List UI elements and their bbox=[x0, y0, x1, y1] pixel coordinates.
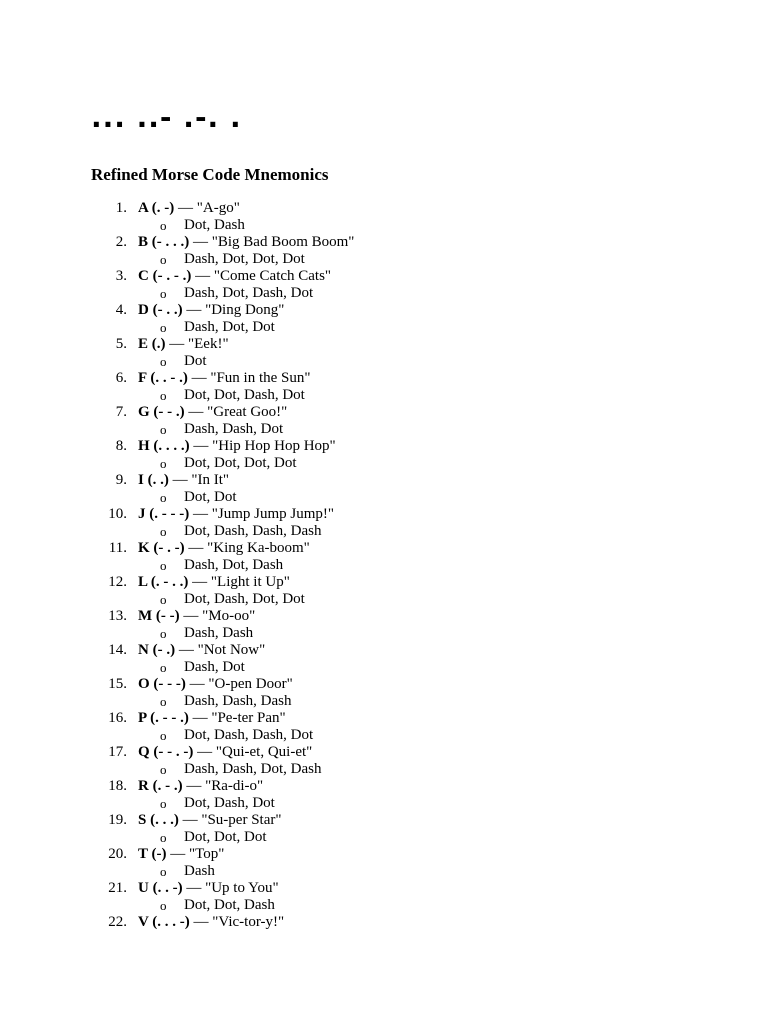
list-item bbox=[0, 744, 768, 778]
entry-text bbox=[138, 336, 229, 353]
list-item bbox=[0, 404, 768, 438]
letter-code: O (- - -) bbox=[138, 676, 186, 692]
pattern-text: Dash, Dot, Dot, Dot bbox=[184, 251, 305, 267]
entry-line bbox=[0, 506, 768, 523]
entry-text bbox=[138, 268, 331, 285]
mnemonic-phrase: — "Ding Dong" bbox=[182, 302, 285, 318]
entry-text bbox=[138, 778, 263, 795]
list-item bbox=[0, 676, 768, 710]
entry-number: 21. bbox=[108, 880, 127, 896]
pattern-text: Dash, Dot bbox=[184, 659, 245, 675]
list-item bbox=[0, 472, 768, 506]
mnemonic-phrase: — "Hip Hop Hop Hop" bbox=[189, 438, 336, 454]
list-item bbox=[0, 914, 768, 931]
entry-line bbox=[0, 744, 768, 761]
pattern-text: Dot, Dash, Dash, Dot bbox=[184, 727, 314, 743]
entry-line bbox=[0, 200, 768, 217]
entry-number: 13. bbox=[108, 608, 127, 624]
entry-line bbox=[0, 880, 768, 897]
pattern-line bbox=[0, 761, 768, 778]
pattern-text: Dot, Dot bbox=[184, 489, 237, 505]
pattern-text: Dot bbox=[184, 353, 207, 369]
entry-number: 18. bbox=[108, 778, 127, 794]
pattern-line bbox=[0, 387, 768, 404]
circle-bullet-icon: o bbox=[160, 490, 167, 505]
pattern-text: Dot, Dash bbox=[184, 217, 245, 233]
pattern-line bbox=[0, 829, 768, 846]
entry-text bbox=[138, 438, 336, 455]
pattern-line bbox=[0, 285, 768, 302]
letter-code: E (.) bbox=[138, 336, 166, 352]
letter-code: M (- -) bbox=[138, 608, 180, 624]
pattern-text: Dash, Dash, Dash bbox=[184, 693, 292, 709]
list-item bbox=[0, 302, 768, 336]
entry-line bbox=[0, 302, 768, 319]
morse-banner: ... ..- .-. . bbox=[91, 101, 242, 134]
entry-text bbox=[138, 472, 229, 489]
entry-line bbox=[0, 540, 768, 557]
letter-code: C (- . - .) bbox=[138, 268, 192, 284]
entry-line bbox=[0, 608, 768, 625]
list-item bbox=[0, 710, 768, 744]
pattern-text: Dash, Dash, Dot bbox=[184, 421, 284, 437]
circle-bullet-icon: o bbox=[160, 286, 167, 301]
entry-text bbox=[138, 234, 354, 251]
entry-line bbox=[0, 642, 768, 659]
circle-bullet-icon: o bbox=[160, 558, 167, 573]
entry-number: 3. bbox=[115, 268, 127, 284]
list-item bbox=[0, 336, 768, 370]
entry-number: 7. bbox=[115, 404, 127, 420]
mnemonic-phrase: — "Vic-tor-y!" bbox=[189, 914, 285, 930]
pattern-text: Dot, Dash, Dot bbox=[184, 795, 275, 811]
entry-text bbox=[138, 574, 290, 591]
mnemonic-phrase: — "O-pen Door" bbox=[185, 676, 293, 692]
pattern-text: Dash bbox=[184, 863, 215, 879]
entry-number: 15. bbox=[108, 676, 127, 692]
pattern-line bbox=[0, 693, 768, 710]
entry-line bbox=[0, 710, 768, 727]
letter-code: F (. . - .) bbox=[138, 370, 188, 386]
pattern-text: Dot, Dot, Dash, Dot bbox=[184, 387, 305, 403]
entry-number: 22. bbox=[108, 914, 127, 930]
entry-number: 17. bbox=[108, 744, 127, 760]
entry-number: 14. bbox=[108, 642, 127, 658]
list-item bbox=[0, 506, 768, 540]
entry-text bbox=[138, 880, 279, 897]
letter-code: V (. . . -) bbox=[138, 914, 190, 930]
mnemonic-phrase: — "A-go" bbox=[174, 200, 240, 216]
pattern-line bbox=[0, 727, 768, 744]
mnemonic-phrase: — "Big Bad Boom Boom" bbox=[189, 234, 355, 250]
pattern-text: Dot, Dash, Dash, Dash bbox=[184, 523, 322, 539]
pattern-line bbox=[0, 863, 768, 880]
letter-code: G (- - .) bbox=[138, 404, 185, 420]
entry-text bbox=[138, 744, 312, 761]
entry-number: 9. bbox=[115, 472, 127, 488]
circle-bullet-icon: o bbox=[160, 422, 167, 437]
letter-code: R (. - .) bbox=[138, 778, 183, 794]
circle-bullet-icon: o bbox=[160, 354, 167, 369]
mnemonic-phrase: — "Not Now" bbox=[175, 642, 266, 658]
circle-bullet-icon: o bbox=[160, 864, 167, 879]
list-item bbox=[0, 370, 768, 404]
entry-text bbox=[138, 200, 240, 217]
pattern-text: Dash, Dot, Dash, Dot bbox=[184, 285, 314, 301]
pattern-line bbox=[0, 251, 768, 268]
mnemonic-phrase: — "Pe-ter Pan" bbox=[188, 710, 286, 726]
entry-line bbox=[0, 268, 768, 285]
entry-line bbox=[0, 404, 768, 421]
letter-code: T (-) bbox=[138, 846, 167, 862]
circle-bullet-icon: o bbox=[160, 694, 167, 709]
mnemonic-phrase: — "Great Goo!" bbox=[184, 404, 288, 420]
pattern-line bbox=[0, 217, 768, 234]
pattern-text: Dot, Dot, Dot bbox=[184, 829, 267, 845]
entry-line bbox=[0, 234, 768, 251]
mnemonic-phrase: — "Jump Jump Jump!" bbox=[189, 506, 334, 522]
entry-text bbox=[138, 846, 224, 863]
mnemonic-list bbox=[0, 200, 768, 931]
circle-bullet-icon: o bbox=[160, 252, 167, 267]
letter-code: P (. - - .) bbox=[138, 710, 189, 726]
pattern-line bbox=[0, 625, 768, 642]
pattern-line bbox=[0, 421, 768, 438]
entry-line bbox=[0, 676, 768, 693]
pattern-text: Dash, Dot, Dot bbox=[184, 319, 275, 335]
pattern-line bbox=[0, 659, 768, 676]
letter-code: D (- . .) bbox=[138, 302, 183, 318]
entry-text bbox=[138, 540, 310, 557]
circle-bullet-icon: o bbox=[160, 320, 167, 335]
letter-code: K (- . -) bbox=[138, 540, 185, 556]
pattern-text: Dash, Dash, Dot, Dash bbox=[184, 761, 322, 777]
entry-text bbox=[138, 676, 293, 693]
pattern-text: Dot, Dash, Dot, Dot bbox=[184, 591, 305, 607]
circle-bullet-icon: o bbox=[160, 898, 167, 913]
entry-number: 10. bbox=[108, 506, 127, 522]
circle-bullet-icon: o bbox=[160, 524, 167, 539]
entry-text bbox=[138, 404, 287, 421]
entry-number: 8. bbox=[115, 438, 127, 454]
circle-bullet-icon: o bbox=[160, 626, 167, 641]
entry-text bbox=[138, 370, 311, 387]
circle-bullet-icon: o bbox=[160, 796, 167, 811]
entry-line bbox=[0, 438, 768, 455]
entry-text bbox=[138, 506, 334, 523]
entry-number: 2. bbox=[115, 234, 127, 250]
circle-bullet-icon: o bbox=[160, 830, 167, 845]
entry-text bbox=[138, 608, 255, 625]
pattern-line bbox=[0, 795, 768, 812]
list-item bbox=[0, 268, 768, 302]
circle-bullet-icon: o bbox=[160, 762, 167, 777]
entry-text bbox=[138, 812, 282, 829]
entry-number: 4. bbox=[115, 302, 127, 318]
mnemonic-phrase: — "Come Catch Cats" bbox=[191, 268, 332, 284]
entry-number: 5. bbox=[115, 336, 127, 352]
list-item bbox=[0, 778, 768, 812]
entry-number: 6. bbox=[115, 370, 127, 386]
letter-code: N (- .) bbox=[138, 642, 176, 658]
circle-bullet-icon: o bbox=[160, 456, 167, 471]
circle-bullet-icon: o bbox=[160, 592, 167, 607]
entry-line bbox=[0, 914, 768, 931]
entry-line bbox=[0, 812, 768, 829]
pattern-line bbox=[0, 523, 768, 540]
entry-text bbox=[138, 642, 265, 659]
circle-bullet-icon: o bbox=[160, 660, 167, 675]
letter-code: A (. -) bbox=[138, 200, 175, 216]
pattern-line bbox=[0, 897, 768, 914]
entry-number: 1. bbox=[115, 200, 127, 216]
list-item bbox=[0, 608, 768, 642]
pattern-text: Dash, Dot, Dash bbox=[184, 557, 284, 573]
entry-number: 19. bbox=[108, 812, 127, 828]
letter-code: I (. .) bbox=[138, 472, 169, 488]
pattern-line bbox=[0, 455, 768, 472]
entry-number: 11. bbox=[108, 540, 127, 556]
mnemonic-phrase: — "Top" bbox=[166, 846, 225, 862]
list-item bbox=[0, 200, 768, 234]
entry-line bbox=[0, 574, 768, 591]
entry-line bbox=[0, 846, 768, 863]
pattern-line bbox=[0, 319, 768, 336]
mnemonic-phrase: — "Up to You" bbox=[182, 880, 279, 896]
pattern-line bbox=[0, 353, 768, 370]
entry-line bbox=[0, 778, 768, 795]
mnemonic-phrase: — "Su-per Star" bbox=[178, 812, 282, 828]
letter-code: Q (- - . -) bbox=[138, 744, 194, 760]
entry-text bbox=[138, 710, 286, 727]
circle-bullet-icon: o bbox=[160, 388, 167, 403]
entry-line bbox=[0, 336, 768, 353]
page-title: Refined Morse Code Mnemonics bbox=[91, 165, 329, 184]
entry-line bbox=[0, 472, 768, 489]
pattern-text: Dot, Dot, Dash bbox=[184, 897, 275, 913]
list-item bbox=[0, 234, 768, 268]
circle-bullet-icon: o bbox=[160, 218, 167, 233]
letter-code: J (. - - -) bbox=[138, 506, 190, 522]
list-item bbox=[0, 574, 768, 608]
list-item bbox=[0, 880, 768, 914]
mnemonic-phrase: — "Light it Up" bbox=[188, 574, 290, 590]
mnemonic-phrase: — "Fun in the Sun" bbox=[187, 370, 311, 386]
letter-code: B (- . . .) bbox=[138, 234, 190, 250]
pattern-line bbox=[0, 591, 768, 608]
circle-bullet-icon: o bbox=[160, 728, 167, 743]
letter-code: S (. . .) bbox=[138, 812, 179, 828]
letter-code: H (. . . .) bbox=[138, 438, 190, 454]
mnemonic-phrase: — "King Ka-boom" bbox=[184, 540, 310, 556]
pattern-line bbox=[0, 557, 768, 574]
entry-text bbox=[138, 302, 284, 319]
entry-number: 16. bbox=[108, 710, 127, 726]
pattern-text: Dot, Dot, Dot, Dot bbox=[184, 455, 297, 471]
letter-code: U (. . -) bbox=[138, 880, 183, 896]
list-item bbox=[0, 812, 768, 846]
pattern-line bbox=[0, 489, 768, 506]
list-item bbox=[0, 540, 768, 574]
list-item bbox=[0, 642, 768, 676]
entry-line bbox=[0, 370, 768, 387]
list-item bbox=[0, 846, 768, 880]
mnemonic-phrase: — "In It" bbox=[168, 472, 229, 488]
mnemonic-phrase: — "Mo-oo" bbox=[179, 608, 256, 624]
list-item bbox=[0, 438, 768, 472]
entry-number: 12. bbox=[108, 574, 127, 590]
mnemonic-phrase: — "Qui-et, Qui-et" bbox=[193, 744, 313, 760]
mnemonic-phrase: — "Eek!" bbox=[165, 336, 229, 352]
entry-number: 20. bbox=[108, 846, 127, 862]
letter-code: L (. - . .) bbox=[138, 574, 189, 590]
entry-text bbox=[138, 914, 284, 931]
mnemonic-phrase: — "Ra-di-o" bbox=[182, 778, 264, 794]
pattern-text: Dash, Dash bbox=[184, 625, 254, 641]
